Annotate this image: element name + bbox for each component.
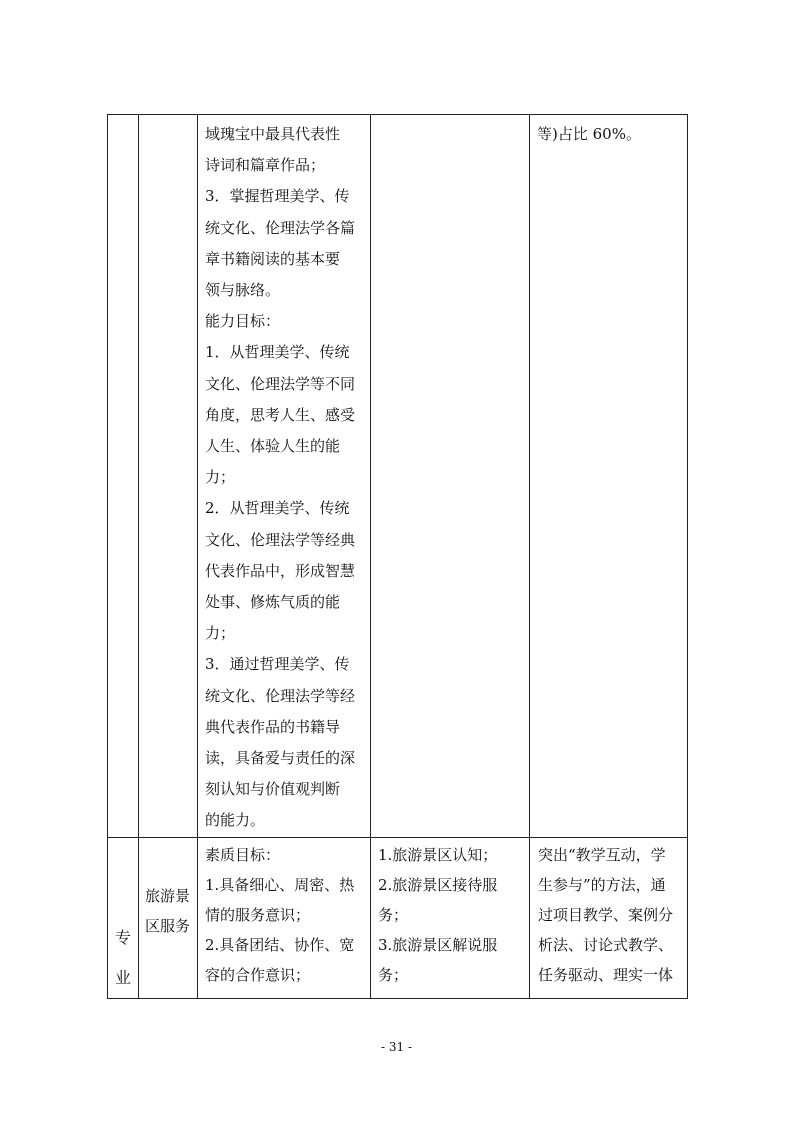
text-line: 任务驱动、理实一体: [538, 965, 674, 984]
objectives-cell: [198, 115, 371, 838]
course-name-cell: [139, 837, 198, 998]
text-line: 1.旅游景区认知；: [378, 845, 498, 864]
content-cell: [371, 837, 530, 998]
text-line: 统文化、伦理法学等经: [205, 686, 356, 705]
text-line: 章书籍阅读的基本要: [205, 249, 341, 268]
text-line: 刻认知与价值观判断: [205, 780, 341, 799]
text-line: 的能力。: [205, 811, 266, 830]
text-line: 生参与”的方法，通: [538, 875, 666, 894]
teaching-method-cell: [530, 837, 688, 998]
text-line: 角度，思考人生、感受: [205, 405, 356, 424]
text-line: 务；: [378, 905, 409, 924]
text-line: 2．从哲理美学、传统: [205, 499, 350, 518]
assessment-cell: [530, 115, 688, 838]
text-line: 析法、讨论式教学、: [538, 935, 674, 954]
text-line: 过项目教学、案例分: [538, 905, 674, 924]
text-line: 素质目标：: [205, 845, 281, 864]
text-line: 突出“教学互动，学: [538, 845, 666, 864]
text-line: 1.具备细心、周密、热: [205, 875, 355, 894]
content-cell: [371, 115, 530, 838]
text-line: 文化、伦理法学等不同: [205, 374, 356, 393]
category-cell: [108, 837, 139, 998]
text-line: 3．通过哲理美学、传: [205, 655, 350, 674]
course-table: [107, 114, 688, 999]
table-row: [108, 837, 688, 998]
text-line: 领与脉络。: [205, 281, 281, 300]
course-name-line: 区服务: [145, 916, 191, 935]
category-char: 业: [114, 967, 131, 987]
text-line: 务；: [378, 965, 409, 984]
text-line: 能力目标：: [205, 312, 281, 331]
category-char: 专: [114, 927, 131, 947]
text-line: 域瑰宝中最具代表性: [205, 125, 341, 143]
course-name-cell: [139, 115, 198, 838]
category-cell: [108, 115, 139, 838]
text-line: 代表作品中，形成智慧: [205, 561, 356, 580]
text-line: 典代表作品的书籍导: [205, 717, 341, 736]
text-line: 3.旅游景区解说服: [378, 935, 498, 954]
text-line: 容的合作意识；: [205, 965, 311, 984]
text-line: 文化、伦理法学等经典: [205, 530, 356, 549]
text-line: 1．从哲理美学、传统: [205, 343, 350, 362]
text-line: 力；: [205, 468, 236, 487]
text-line: 2.旅游景区接待服: [378, 875, 498, 894]
table-row: [108, 115, 688, 838]
text-line: 诗词和篇章作品；: [205, 156, 326, 175]
objectives-cell: [198, 837, 371, 998]
page-number: - 31 -: [380, 1040, 412, 1054]
text-line: 统文化、伦理法学各篇: [205, 218, 356, 237]
text-line: 读，具备爱与责任的深: [205, 749, 356, 768]
assessment-text: 等)占比 60%。: [537, 125, 641, 143]
text-line: 处事、修炼气质的能: [205, 593, 341, 612]
objectives-text: [198, 115, 370, 837]
text-line: 情的服务意识；: [205, 905, 311, 924]
text-line: 力；: [205, 624, 236, 643]
course-name-line: 旅游景: [145, 886, 191, 905]
text-line: 人生、体验人生的能: [205, 437, 341, 456]
text-line: 2.具备团结、协作、宽: [205, 935, 355, 954]
text-line: 3．掌握哲理美学、传: [205, 187, 350, 206]
